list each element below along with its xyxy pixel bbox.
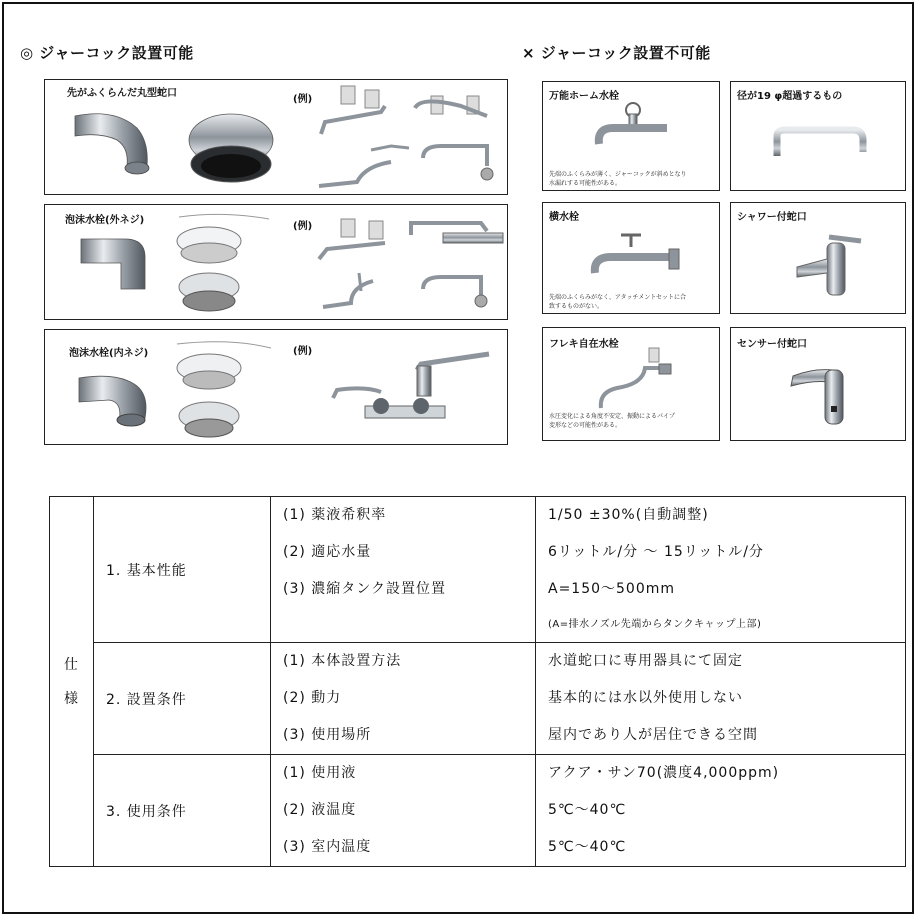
foam-spout-external-icon [81,233,155,293]
spec-table [49,496,906,867]
impossible-heading: × ジャーコック設置不可能 [522,44,711,62]
group-values-basic: 1/50 ±30%(自動調整) 6リットル/分 〜 15リットル/分 A=150〜500mm (A=排水ノズル先端からタンクキャップ上部) [536,497,906,643]
possible-row-round-faucet [44,79,508,195]
shower-faucet-icon [791,233,871,299]
basic-note: (A=排水ノズル先端からタンクキャップ上部) [548,619,762,630]
sensor-faucet-icon [783,364,867,428]
group-title-usage: 3. 使用条件 [94,755,271,867]
cell-note: 先端のふくらみがなく、アタッチメントセットに合 致するものがない。 [549,294,687,310]
cell-label: センサー付蛇口 [737,339,807,350]
aerator-parts-icon [171,338,283,442]
flexible-faucet-icon [593,348,713,414]
possible-row-foam-internal [44,329,508,445]
group-items-install: (1) 本体設置方法 (2) 動力 (3) 使用場所 [271,643,536,755]
impossible-cell-flexible-faucet [542,327,720,441]
aerator-icon [183,110,279,188]
example-faucets-icon [325,344,495,434]
wide-spout-icon [773,126,869,166]
cell-label: シャワー付蛇口 [737,212,807,223]
cell-note: 先端のふくらみが薄く、ジャーコックが斜めとなり 水漏れする可能性がある。 [549,171,687,187]
spec-vertical-label: 仕 様 [50,497,94,867]
example-faucets-icon [311,86,501,190]
row-label: 泡沫水栓(外ネジ) [65,215,145,226]
impossible-cell-horizontal-faucet [542,202,720,314]
example-faucets-icon [311,211,501,315]
group-values-install: 水道蛇口に専用器具にて固定 基本的には水以外使用しない 屋内であり人が居住できる空間 [536,643,906,755]
impossible-cell-universal-faucet [542,81,720,191]
cell-label: 万能ホーム水栓 [549,91,619,102]
possible-heading: ◎ ジャーコック設置可能 [20,44,194,62]
round-spout-icon [75,106,155,190]
foam-spout-internal-icon [79,372,155,428]
group-title-install: 2. 設置条件 [94,643,271,755]
row-label: 先がふくらんだ丸型蛇口 [67,88,177,99]
universal-faucet-icon [593,104,673,160]
group-items-usage: (1) 使用液 (2) 液温度 (3) 室内温度 [271,755,536,867]
impossible-cell-sensor-faucet [730,327,906,441]
group-items-basic: (1) 薬液希釈率 (2) 適応水量 (3) 濃縮タンク設置位置 [271,497,536,643]
example-label: (例) [293,221,313,232]
group-values-usage: アクア・サン70(濃度4,000ppm) 5℃〜40℃ 5℃〜40℃ [536,755,906,867]
group-title-basic: 1. 基本性能 [94,497,271,643]
cell-label: 径が19 φ超過するもの [737,91,843,102]
example-label: (例) [293,94,313,105]
aerator-parts-icon [173,213,283,317]
possible-row-foam-external [44,204,508,320]
impossible-cell-over-19mm [730,81,906,191]
example-label: (例) [293,346,313,357]
cell-note: 水圧変化による角度不安定、振動によるパイプ 変形などの可能性がある。 [549,413,675,429]
cell-label: フレキ自在水栓 [549,339,619,350]
cell-label: 横水栓 [549,212,579,223]
impossible-cell-shower-faucet [730,202,906,314]
horizontal-faucet-icon [589,229,685,285]
row-label: 泡沫水栓(内ネジ) [69,348,149,359]
